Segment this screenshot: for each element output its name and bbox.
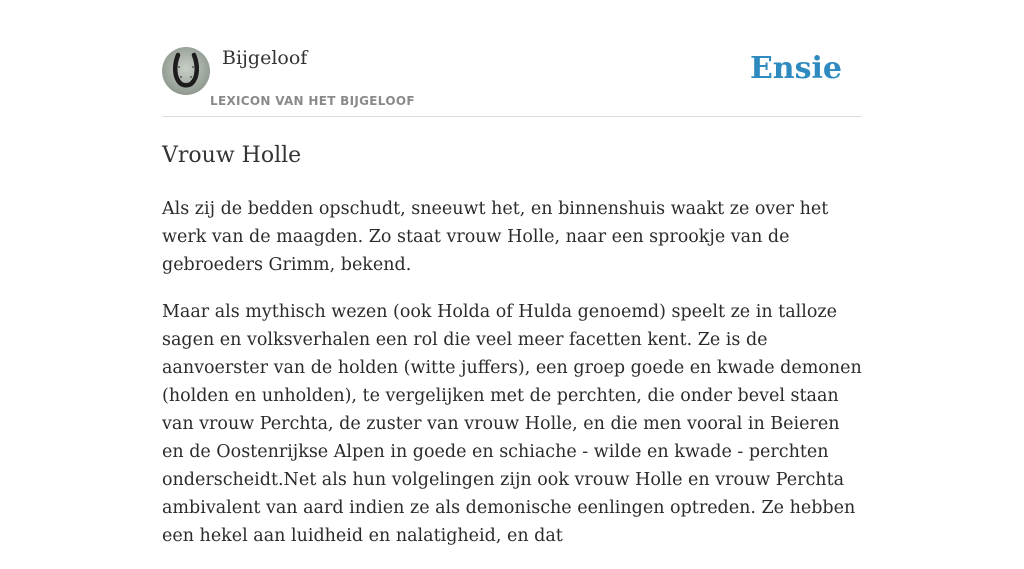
article-title: Vrouw Holle	[162, 143, 302, 168]
horseshoe-avatar-icon[interactable]	[162, 47, 210, 95]
site-subtitle: LEXICON VAN HET BIJGELOOF	[210, 94, 415, 108]
article-body	[162, 195, 862, 550]
site-header	[162, 0, 862, 117]
article-paragraph: Maar als mythisch wezen (ook Holda of Hulda genoemd) speelt ze in talloze sagen en volksverhalen een rol die veel meer facetten kent. Ze is de aanvoerster van de holden (witte juffers), een groep goede en kwade demonen (holden en unholden), te vergelijken met de perchten, die onder bevel staan van vrouw Perchta, de zuster van vrouw Holle, en die men vooral in Beieren en de Oostenrijkse Alpen in goede en schiache - wilde en kwade - perchten onderscheidt.Net als hun volgelingen zijn ook vrouw Holle en vrouw Perchta ambivalent van aard indien ze als demonische eenlingen optreden. Ze hebben een hekel aan luidheid en nalatigheid, en dat	[162, 302, 862, 546]
brand-logo[interactable]: Ensie	[749, 51, 842, 86]
site-title[interactable]: Bijgeloof	[222, 47, 308, 69]
article-paragraph: Als zij de bedden opschudt, sneeuwt het, en binnenshuis waakt ze over het werk van de maagden. Zo staat vrouw Holle, naar een sprookje van de gebroeders Grimm, bekend.	[162, 199, 829, 275]
page-container	[162, 0, 862, 569]
